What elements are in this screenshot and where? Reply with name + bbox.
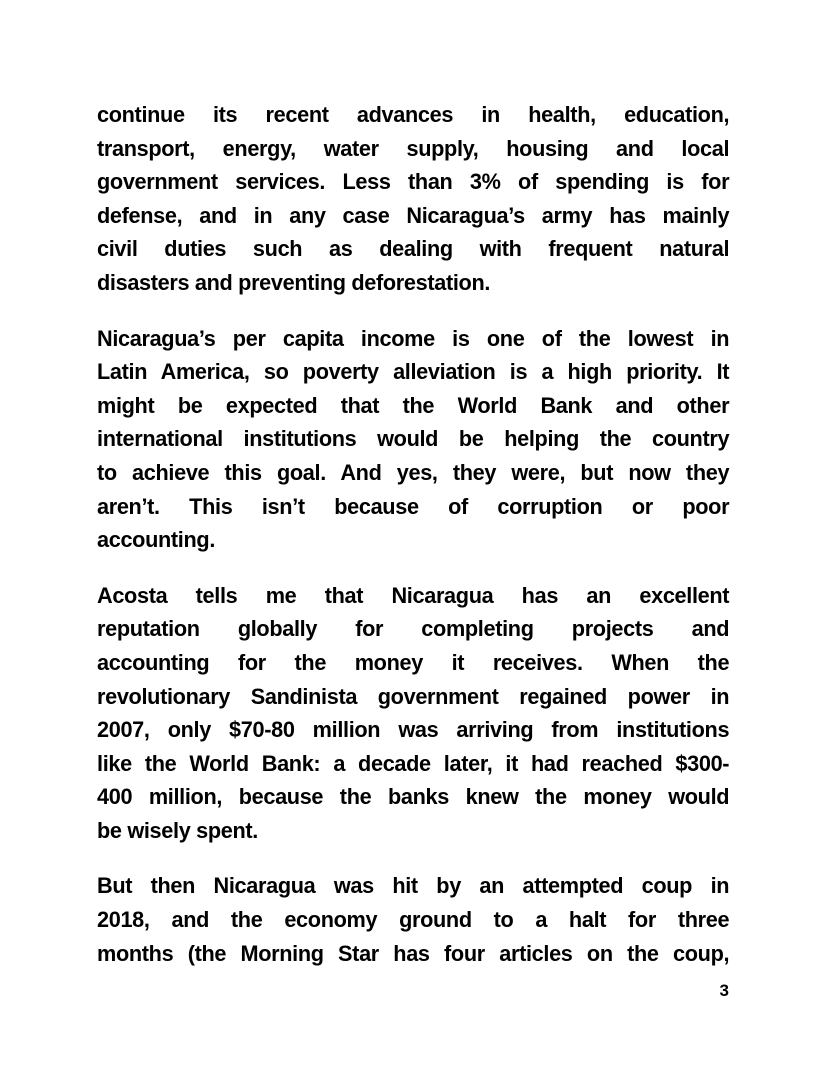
paragraph-2 xyxy=(97,322,729,557)
text-line: Acosta tells me that Nicaragua has an excellent xyxy=(97,582,730,608)
document-page xyxy=(97,98,729,992)
text-line: 2018, and the economy ground to a halt for three xyxy=(97,907,730,933)
page-number: 3 xyxy=(719,981,729,1000)
text-line: be wisely spent. xyxy=(97,817,258,843)
text-line: months (the Morning Star has four articles on the coup, xyxy=(97,940,730,966)
text-line: But then Nicaragua was hit by an attempted coup in xyxy=(97,873,730,899)
text-line: disasters and preventing deforestation. xyxy=(97,269,491,295)
paragraph-3 xyxy=(97,579,729,848)
text-line: might be expected that the World Bank and other xyxy=(97,392,730,418)
text-line: Nicaragua’s per capita income is one of the lowest in xyxy=(97,325,730,351)
paragraph-1 xyxy=(97,98,729,300)
text-line: aren’t. This isn’t because of corruption or poor xyxy=(97,493,730,519)
text-line: civil duties such as dealing with frequent natural xyxy=(97,236,730,262)
text-line: 400 million, because the banks knew the money would xyxy=(97,784,730,810)
paragraph-4 xyxy=(97,869,729,970)
text-line: 2007, only $70-80 million was arriving from institutions xyxy=(97,717,730,743)
text-line: government services. Less than 3% of spending is for xyxy=(97,169,730,195)
text-line: reputation globally for completing projects and xyxy=(97,616,730,642)
text-line: continue its recent advances in health, education, xyxy=(97,102,730,127)
text-line: revolutionary Sandinista government regained power in xyxy=(97,683,730,709)
text-line: to achieve this goal. And yes, they were, but now they xyxy=(97,459,730,485)
text-line: Latin America, so poverty alleviation is a high priority. It xyxy=(97,359,730,385)
text-line: accounting. xyxy=(97,527,216,553)
text-line: accounting for the money it receives. When the xyxy=(97,649,730,675)
text-line: transport, energy, water supply, housing and local xyxy=(97,135,730,161)
text-line: like the World Bank: a decade later, it had reached $300- xyxy=(97,750,730,776)
text-line: defense, and in any case Nicaragua’s army has mainly xyxy=(97,202,730,228)
text-line: international institutions would be helping the country xyxy=(97,426,730,452)
